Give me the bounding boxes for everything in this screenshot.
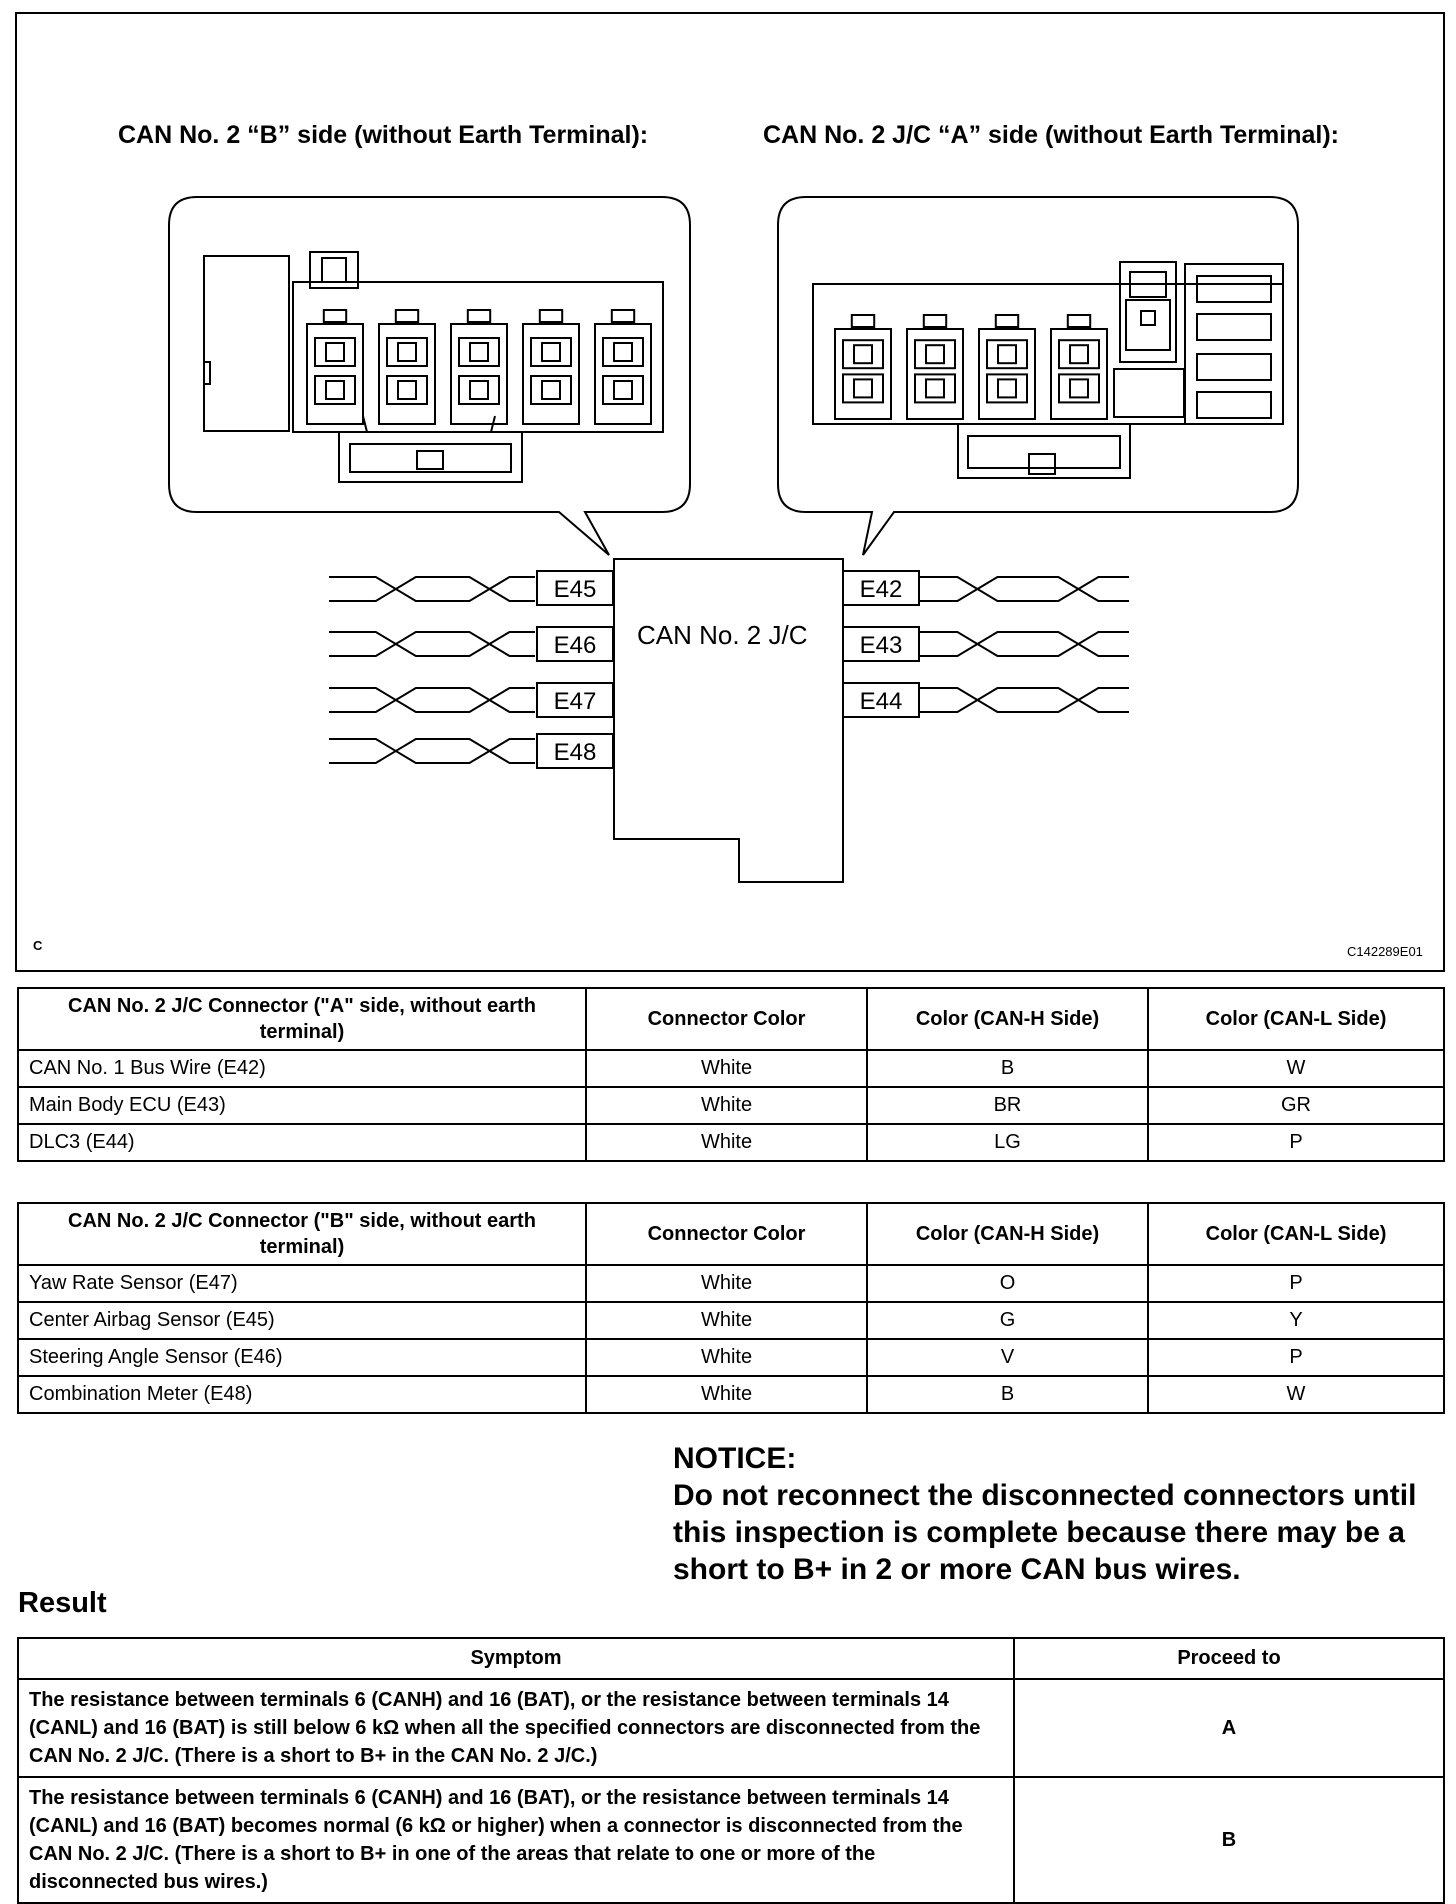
connector-label: E48 xyxy=(553,739,597,766)
bus-wire-l xyxy=(907,632,1129,656)
col-symptom: Symptom xyxy=(18,1638,1014,1679)
proceed-cell: B xyxy=(1014,1777,1444,1903)
terminal-pin xyxy=(1070,379,1088,397)
terminal-pin xyxy=(1070,345,1088,363)
table-row xyxy=(18,1777,1444,1903)
side-tab xyxy=(1197,354,1271,380)
bus-wire-h xyxy=(907,577,1129,601)
col-can-h: Color (CAN-H Side) xyxy=(867,988,1148,1050)
color-cell: White xyxy=(586,1376,867,1413)
terminal-pin xyxy=(326,381,344,399)
can-h-cell: G xyxy=(867,1302,1148,1339)
col-can-l: Color (CAN-L Side) xyxy=(1148,988,1444,1050)
notice-heading: NOTICE: xyxy=(673,1442,797,1475)
bus-wire-l xyxy=(907,688,1129,712)
side-tab xyxy=(1197,392,1271,418)
terminal-latch xyxy=(612,310,634,322)
color-cell: White xyxy=(586,1124,867,1161)
color-cell: White xyxy=(586,1087,867,1124)
right-callout-bubble xyxy=(778,197,1298,555)
connector-cell: Center Airbag Sensor (E45) xyxy=(18,1302,586,1339)
col-connector-color: Connector Color xyxy=(586,1203,867,1265)
connector-cell: Steering Angle Sensor (E46) xyxy=(18,1339,586,1376)
table-row xyxy=(18,1087,1444,1124)
connector-label: E43 xyxy=(859,632,903,659)
result-heading: Result xyxy=(18,1587,107,1619)
side-tab xyxy=(1197,314,1271,340)
table-header xyxy=(18,1638,1444,1679)
table-a-side xyxy=(17,987,1445,1162)
terminal-latch xyxy=(396,310,418,322)
can-l-cell: W xyxy=(1148,1050,1444,1087)
terminal-pin xyxy=(998,379,1016,397)
symptom-cell: The resistance between terminals 6 (CANH) and 16 (BAT), or the resistance between terminals 14 (CANL) and 16 (BAT) is still below 6 kΩ when all the specified connectors are disconnected from the CAN No. 2 J/C. (There is a short to B+ in the CAN No. 2 J/C.) xyxy=(18,1679,1014,1777)
side-tab xyxy=(1197,276,1271,302)
right-connector-title: CAN No. 2 J/C “A” side (without Earth Terminal): xyxy=(763,121,1339,149)
can-h-cell: LG xyxy=(867,1124,1148,1161)
can-l-cell: W xyxy=(1148,1376,1444,1413)
connector-cell: Combination Meter (E48) xyxy=(18,1376,586,1413)
left-connector-title: CAN No. 2 “B” side (without Earth Terminal): xyxy=(118,121,649,149)
table-row xyxy=(18,1124,1444,1161)
terminal-latch xyxy=(924,315,946,327)
terminal-pin xyxy=(854,345,872,363)
color-cell: White xyxy=(586,1050,867,1087)
notice-block xyxy=(673,1440,1443,1588)
terminal-latch xyxy=(540,310,562,322)
can-h-cell: B xyxy=(867,1376,1148,1413)
terminal-pin xyxy=(542,343,560,361)
terminal-pin xyxy=(470,343,488,361)
connector-cell: Main Body ECU (E43) xyxy=(18,1087,586,1124)
col-connector: CAN No. 2 J/C Connector ("B" side, without earth terminal) xyxy=(18,1203,586,1265)
connector-label: E44 xyxy=(859,688,903,715)
terminal-latch xyxy=(996,315,1018,327)
col-proceed-to: Proceed to xyxy=(1014,1638,1444,1679)
can-l-cell: P xyxy=(1148,1265,1444,1302)
bus-wire-l xyxy=(907,577,1129,601)
connector-label: E45 xyxy=(553,576,597,603)
table-header xyxy=(18,1203,1444,1265)
terminal-pin xyxy=(470,381,488,399)
can-l-cell: P xyxy=(1148,1124,1444,1161)
terminal-pin xyxy=(614,343,632,361)
connector-cell: DLC3 (E44) xyxy=(18,1124,586,1161)
terminal-pin xyxy=(614,381,632,399)
diagram-drawing xyxy=(17,14,1443,970)
terminal-pin xyxy=(926,379,944,397)
connector-cell: CAN No. 1 Bus Wire (E42) xyxy=(18,1050,586,1087)
can-l-cell: Y xyxy=(1148,1302,1444,1339)
col-can-h: Color (CAN-H Side) xyxy=(867,1203,1148,1265)
table-row xyxy=(18,1679,1444,1777)
terminal-pin xyxy=(854,379,872,397)
table-row xyxy=(18,1050,1444,1087)
symptom-cell: The resistance between terminals 6 (CANH) and 16 (BAT), or the resistance between terminals 14 (CANL) and 16 (BAT) becomes normal (6 kΩ or higher) when a connector is disconnected from the CAN No. 2 J/C. (There is a short to B+ in one of the areas that relate to one or more of the disconnected bus wires.) xyxy=(18,1777,1014,1903)
table-row xyxy=(18,1339,1444,1376)
color-cell: White xyxy=(586,1339,867,1376)
proceed-cell: A xyxy=(1014,1679,1444,1777)
corner-mark: C xyxy=(33,938,43,953)
terminal-pin xyxy=(926,345,944,363)
connector-diagram xyxy=(15,12,1445,972)
terminal-pin xyxy=(398,381,416,399)
can-h-cell: O xyxy=(867,1265,1148,1302)
col-can-l: Color (CAN-L Side) xyxy=(1148,1203,1444,1265)
terminal-latch xyxy=(1068,315,1090,327)
figure-code: C142289E01 xyxy=(1347,944,1423,959)
can-l-cell: GR xyxy=(1148,1087,1444,1124)
jc-label: CAN No. 2 J/C xyxy=(637,620,808,650)
can-h-cell: BR xyxy=(867,1087,1148,1124)
table-row xyxy=(18,1302,1444,1339)
bus-wire-h xyxy=(907,632,1129,656)
col-connector-color: Connector Color xyxy=(586,988,867,1050)
terminal-pin xyxy=(542,381,560,399)
terminal-pin xyxy=(326,343,344,361)
table-row xyxy=(18,1265,1444,1302)
table-header xyxy=(18,988,1444,1050)
connector-cell: Yaw Rate Sensor (E47) xyxy=(18,1265,586,1302)
table-b-side xyxy=(17,1202,1445,1414)
jc-body xyxy=(614,559,843,882)
bus-wire-h xyxy=(907,688,1129,712)
can-h-cell: B xyxy=(867,1050,1148,1087)
connector-label: E46 xyxy=(553,632,597,659)
terminal-latch xyxy=(468,310,490,322)
terminal-latch xyxy=(324,310,346,322)
col-connector: CAN No. 2 J/C Connector ("A" side, without earth terminal) xyxy=(18,988,586,1050)
connector-label: E47 xyxy=(553,688,597,715)
connector-face-a-side xyxy=(813,262,1283,478)
result-table xyxy=(17,1637,1445,1904)
notice-text: Do not reconnect the disconnected connectors until this inspection is complete because there may be a short to B+ in 2 or more CAN bus wires. xyxy=(673,1479,1417,1586)
terminal-pin xyxy=(998,345,1016,363)
color-cell: White xyxy=(586,1302,867,1339)
can-h-cell: V xyxy=(867,1339,1148,1376)
terminal-latch xyxy=(852,315,874,327)
connector-label: E42 xyxy=(859,576,903,603)
table-row xyxy=(18,1376,1444,1413)
color-cell: White xyxy=(586,1265,867,1302)
terminal-pin xyxy=(398,343,416,361)
can-l-cell: P xyxy=(1148,1339,1444,1376)
